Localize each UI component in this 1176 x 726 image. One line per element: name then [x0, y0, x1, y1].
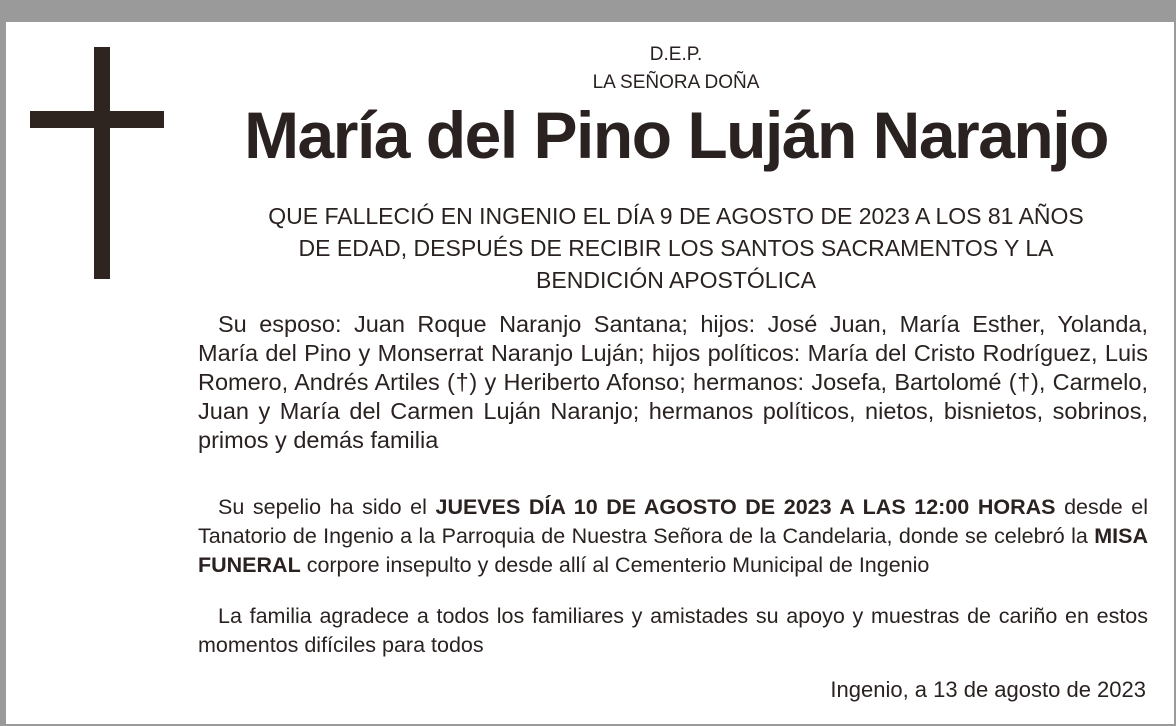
mass-label: MISA FUNERAL	[198, 524, 1148, 577]
burial-middle: desde el Tanatorio de Ingenio a la Parroquia de Nuestra Señora de la Candelaria, donde se celebró la	[198, 495, 1148, 548]
deceased-name: María del Pino Luján Naranjo	[244, 98, 1108, 172]
thanks-text: La familia agradece a todos los familiares y amistades su apoyo y muestras de cariño en estos momentos difíciles para todos	[198, 604, 1148, 657]
announcement-line: QUE FALLECIÓ EN INGENIO EL DÍA 9 DE AGOSTO DE 2023 A LOS 81 AÑOS	[268, 203, 1084, 229]
burial-datetime: JUEVES DÍA 10 DE AGOSTO DE 2023 A LAS 12:00 HORAS	[435, 495, 1056, 519]
death-announcement	[196, 200, 1156, 296]
title-prefix: LA SEÑORA DOÑA	[592, 72, 760, 93]
cross-vertical-bar	[94, 47, 110, 279]
obituary-card	[6, 22, 1174, 724]
burial-end: corpore insepulto y desde allí al Cementerio Municipal de Ingenio	[300, 553, 930, 577]
family-paragraph	[198, 310, 1148, 455]
burial-intro: Su sepelio ha sido el	[218, 495, 436, 519]
cross-horizontal-bar	[30, 111, 164, 128]
burial-paragraph	[198, 493, 1148, 580]
dep-label: D.E.P.	[649, 44, 703, 65]
family-text: Su esposo: Juan Roque Naranjo Santana; hijos: José Juan, María Esther, Yolanda, María del Pino y Monserrat Naranjo Luján; hijos políticos: María del Cristo Rodríguez, Luis Romero, Andrés Artiles (†) y Heriberto Afonso; hermanos: Josefa, Bartolomé (†), Carmelo, Juan y María del Carmen Luján Naranjo; hermanos políticos, nietos, bisnietos, sobrinos, primos y demás familia	[198, 311, 1148, 453]
announcement-line: BENDICIÓN APOSTÓLICA	[536, 267, 816, 293]
announcement-line: DE EDAD, DESPUÉS DE RECIBIR LOS SANTOS SACRAMENTOS Y LA	[298, 235, 1054, 261]
place-date: Ingenio, a 13 de agosto de 2023	[830, 677, 1146, 702]
thanks-paragraph	[198, 602, 1148, 660]
